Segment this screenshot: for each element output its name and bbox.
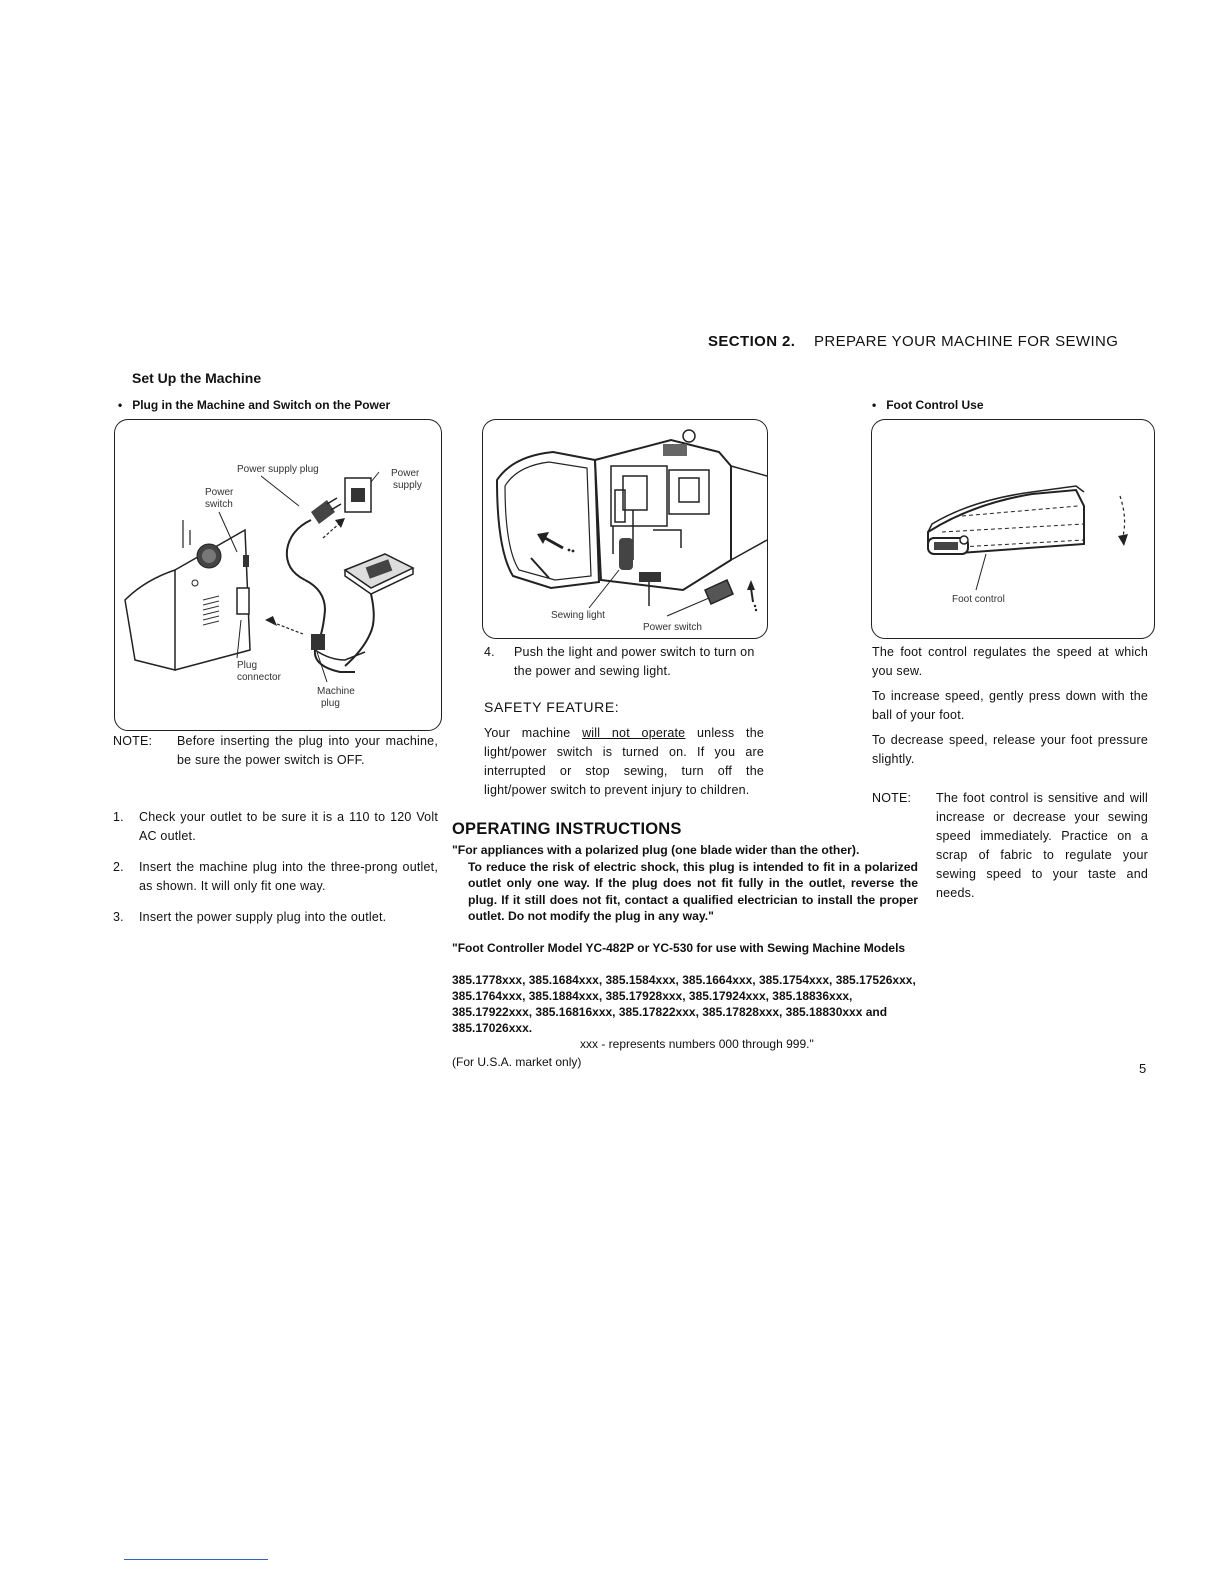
model-list-line: 385.1778xxx, 385.1684xxx, 385.1584xxx, 385.1664xxx, 385.1754xxx, 385.17526xxx, xyxy=(452,973,916,987)
label-power-supply-2: supply xyxy=(393,480,422,491)
safety-text-underlined: will not operate xyxy=(582,726,686,740)
note-label: NOTE: xyxy=(113,734,153,748)
page-number: 5 xyxy=(1139,1061,1147,1076)
light-switch-illustration xyxy=(483,420,767,638)
label-plug-connector-2: connector xyxy=(237,672,281,683)
step-3 xyxy=(113,908,438,927)
setup-bullet: • Plug in the Machine and Switch on the Power xyxy=(118,398,390,412)
foot-paragraph: To increase speed, gently press down with the ball of your foot. xyxy=(872,689,1148,722)
note-power-switch xyxy=(113,732,438,770)
note-text: The foot control is sensitive and will increase or decrease your sewing speed immediately. Practice on a scrap of fabric to regulate your sewing speed to your taste and needs. xyxy=(936,791,1148,900)
label-power-switch: Power switch xyxy=(643,622,702,633)
models-heading: "Foot Controller Model YC-482P or YC-530 for use with Sewing Machine Models xyxy=(452,941,906,955)
label-sewing-light: Sewing light xyxy=(551,610,605,621)
section-label: SECTION 2. xyxy=(708,333,796,350)
step-2 xyxy=(113,858,438,896)
section-header xyxy=(708,333,1118,350)
footer-rule xyxy=(124,1559,268,1560)
step-text: Push the light and power switch to turn on the power and sewing light. xyxy=(514,645,755,678)
light-switch-figure xyxy=(482,419,768,639)
safety-text xyxy=(484,724,764,800)
label-machine-plug-2: plug xyxy=(321,698,340,709)
label-power-switch-1: Power xyxy=(205,487,234,498)
foot-paragraph: To decrease speed, release your foot pressure slightly. xyxy=(872,733,1148,766)
step-1 xyxy=(113,808,438,846)
label-power-supply-1: Power xyxy=(391,468,420,479)
foot-control-bullet: • Foot Control Use xyxy=(872,398,984,412)
setup-steps xyxy=(113,808,438,939)
step-4 xyxy=(484,643,766,681)
power-connection-figure xyxy=(114,419,442,731)
step-text: Check your outlet to be sure it is a 110 to 120 Volt AC outlet. xyxy=(139,810,438,843)
note-label: NOTE: xyxy=(872,791,912,805)
foot-paragraph: The foot control regulates the speed at which you sew. xyxy=(872,645,1148,678)
market-note: (For U.S.A. market only) xyxy=(452,1055,582,1069)
xxx-note: xxx - represents numbers 000 through 999." xyxy=(580,1037,814,1051)
operating-line-2: To reduce the risk of electric shock, this plug is intended to fit in a polarized outlet only one way. If the plug does not fit fully in the outlet, reverse the plug. If it still does not fit, contact a qualified electrician to install the proper outlet. Do not modify the plug in any way." xyxy=(468,859,918,923)
safety-title: SAFETY FEATURE: xyxy=(484,699,620,715)
operating-instructions-text xyxy=(452,842,918,925)
section-title: PREPARE YOUR MACHINE FOR SEWING xyxy=(813,333,1119,350)
step-text: Insert the machine plug into the three-prong outlet, as shown. It will only fit one way. xyxy=(139,860,438,893)
label-foot-control: Foot control xyxy=(952,594,1005,605)
safety-text-pre: Your machine xyxy=(484,726,583,740)
label-power-supply-plug: Power supply plug xyxy=(237,464,319,475)
power-connection-illustration xyxy=(115,420,441,730)
model-list-line: 385.17026xxx. xyxy=(452,1021,533,1035)
model-list-line: 385.1764xxx, 385.1884xxx, 385.17928xxx, 385.17924xxx, 385.18836xxx, xyxy=(452,989,853,1003)
foot-control-illustration xyxy=(872,420,1154,638)
note-text: Before inserting the plug into your machine, be sure the power switch is OFF. xyxy=(177,734,438,767)
label-machine-plug-1: Machine xyxy=(317,686,355,697)
step-number: 2. xyxy=(113,860,124,874)
step-text: Insert the power supply plug into the outlet. xyxy=(139,910,387,924)
label-power-switch-2: switch xyxy=(205,499,233,510)
label-plug-connector-1: Plug xyxy=(237,660,258,671)
operating-line-1: "For appliances with a polarized plug (one blade wider than the other). xyxy=(452,843,860,857)
operating-instructions-title: OPERATING INSTRUCTIONS xyxy=(452,820,682,838)
foot-control-figure xyxy=(871,419,1155,639)
models-block xyxy=(452,940,1092,1070)
step-number: 1. xyxy=(113,810,124,824)
step-number: 3. xyxy=(113,910,124,924)
safety-text-post: unless the light/power switch is turned on. If you are interrupted or stop sewing, turn off the light/power switch to prevent injury to children. xyxy=(484,726,764,797)
model-list-line: 385.17922xxx, 385.16816xxx, 385.17822xxx, 385.17828xxx, 385.18830xxx and xyxy=(452,1005,888,1019)
setup-heading: Set Up the Machine xyxy=(132,370,262,386)
step-number: 4. xyxy=(484,645,495,659)
